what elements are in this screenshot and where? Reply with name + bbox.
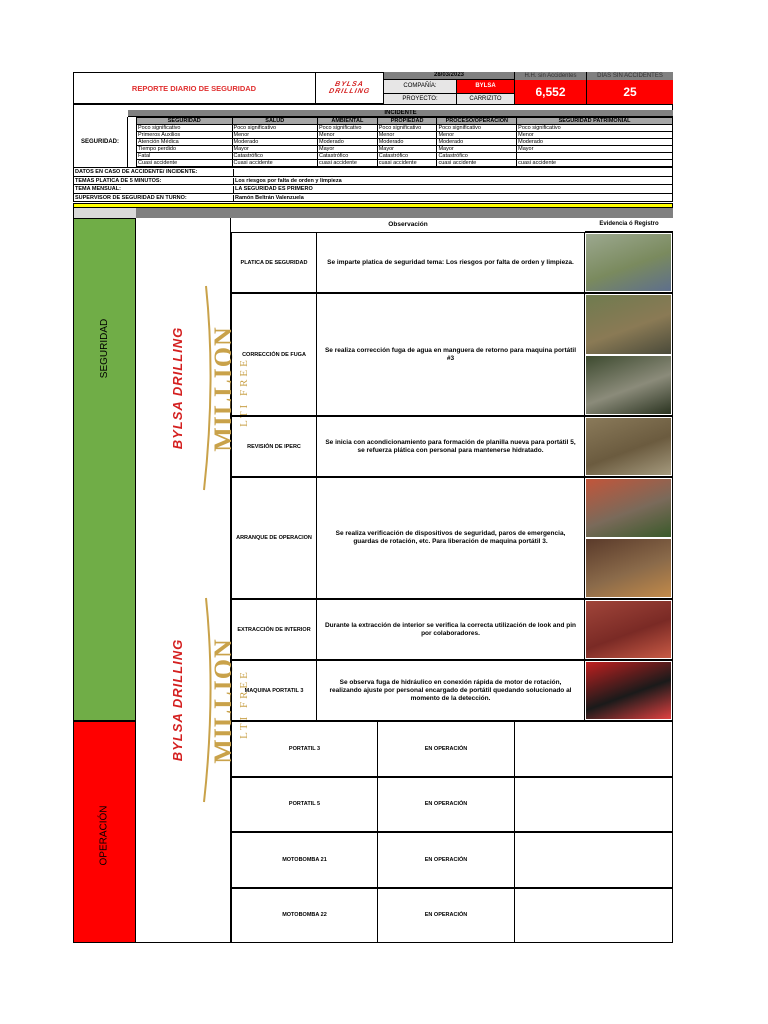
million-brand-2: BYLSA DRILLING [170, 638, 185, 762]
incident-cell: Catastrófico [437, 153, 517, 160]
operation-notes [515, 832, 673, 888]
observation-text: Durante la extracción de interior se verifica la correcta utilización de look and pin por colaboradores. [316, 599, 585, 660]
incident-cell: Mayor [232, 146, 317, 153]
incident-col-header: SALUD [232, 118, 317, 125]
company-value: BYLSA [456, 80, 514, 94]
incident-row [137, 139, 673, 146]
operation-status: EN OPERACIÓN [378, 777, 515, 833]
incident-cell: Mayor [317, 146, 377, 153]
operation-equipment: MOTOBOMBA 22 [231, 888, 378, 944]
observation-label: PLATICA DE SEGURIDAD [231, 232, 316, 293]
incident-cell: Poco significativo [232, 125, 317, 132]
incident-cell: cuasi accidente [377, 160, 437, 167]
gray-divider-right [136, 208, 673, 218]
operation-status: EN OPERACIÓN [378, 888, 515, 944]
incident-row [137, 146, 673, 153]
evidence-header: Evidencia ó Registro [585, 218, 673, 232]
incident-cell: Poco significativo [317, 125, 377, 132]
incident-cell: Catastrófico [232, 153, 317, 160]
million-logo-1 [146, 282, 250, 494]
incident-cell: Menor [317, 132, 377, 139]
evidence-photo [586, 601, 671, 658]
evidence-photo-cell [585, 232, 673, 293]
incident-cell: Atención Médica [137, 139, 233, 146]
info-value: Los riesgos por falta de orden y limpieza [233, 178, 671, 185]
incident-row-label: SEGURIDAD: [73, 117, 128, 168]
seguridad-label-wrap [73, 218, 136, 478]
incident-body [137, 125, 673, 167]
incident-cell: Cuasi accidente [137, 160, 233, 167]
incident-cell: Fatal [137, 153, 233, 160]
operation-notes [515, 721, 673, 777]
incident-cell: Menor [517, 132, 673, 139]
incident-cell: cuasi accidente [317, 160, 377, 167]
evidence-photo-cell [585, 477, 673, 599]
incident-cell: Poco significativo [377, 125, 437, 132]
days-label: DÍAS SIN ACCIDENTES [586, 72, 673, 80]
incident-cell: Mayor [437, 146, 517, 153]
observation-label: EXTRACCIÓN DE INTERIOR [231, 599, 316, 660]
info-value: Ramón Beltrán Valenzuela [233, 195, 671, 202]
evidence-photo-cell [585, 416, 673, 477]
observation-text: Se realiza verificación de dispositivos de seguridad, paros de emergencia, guardas de rotación, etc. Para liberación de maquina portátil 3. [316, 477, 585, 599]
logo-line2: DRILLING [328, 88, 371, 95]
incident-header-row [137, 118, 673, 125]
operacion-label: OPERACIÓN [98, 804, 110, 866]
observation-label: MAQUINA PORTATIL 3 [231, 660, 316, 721]
incident-row [137, 132, 673, 139]
info-value: LA SEGURIDAD ES PRIMERO [233, 186, 671, 193]
incident-cell: Mayor [517, 146, 673, 153]
info-value [233, 169, 671, 176]
incident-cell: Menor [437, 132, 517, 139]
operation-equipment: PORTATIL 5 [231, 777, 378, 833]
company-label: COMPAÑÍA: [384, 80, 456, 94]
no-accidents-value: 6,552 [514, 80, 586, 104]
incident-row [137, 160, 673, 167]
evidence-photo-cell [585, 660, 673, 721]
incident-col-header: AMBIENTAL [317, 118, 377, 125]
days-value: 25 [586, 80, 673, 104]
incident-cell: Mayor [377, 146, 437, 153]
million-small-2: LTI FREE [238, 669, 250, 739]
incident-cell: cuasi accidente [517, 160, 673, 167]
evidence-photo [586, 418, 671, 475]
info-label: TEMAS PLATICA DE 5 MINUTOS: [75, 177, 162, 184]
incident-cell: Catastrófico [377, 153, 437, 160]
info-label: SUPERVISOR DE SEGURIDAD EN TURNO: [75, 194, 187, 201]
incident-cell: Moderado [377, 139, 437, 146]
observation-text: Se inicia con acondicionamiento para formación de planilla nueva para portátil 5, se refuerza plática con personal para mantenerse hidratado. [316, 416, 585, 477]
observation-label: ARRANQUE DE OPERACION [231, 477, 316, 599]
info-row [73, 194, 673, 203]
evidence-photo-cell [585, 293, 673, 416]
info-row [73, 168, 673, 177]
incident-col-header: PROCESO/OPERACIÓN [437, 118, 517, 125]
incident-table [136, 117, 673, 167]
incident-cell: cuasi accidente [437, 160, 517, 167]
million-big-2: MILLION [209, 638, 238, 764]
incident-cell: Menor [232, 132, 317, 139]
observation-text: Se realiza corrección fuga de agua en manguera de retorno para maquina portátil #3 [316, 293, 585, 416]
report-date: 28/03/2023 [384, 72, 514, 80]
operation-status: EN OPERACIÓN [378, 721, 515, 777]
evidence-photo [586, 295, 671, 354]
incident-cell: Poco significativo [517, 125, 673, 132]
report-title: REPORTE DIARIO DE SEGURIDAD [73, 72, 316, 104]
info-label: DATOS EN CASO DE ACCIDENTE/ INCIDENTE: [75, 169, 198, 175]
incident-cell: Poco significativo [437, 125, 517, 132]
project-value: CARRIZITO [456, 94, 514, 104]
observation-text: Se observa fuga de hidráulico en conexión rápida de motor de rotación, realizando ajuste por personal encargado de portátil quedando solucionado al momento de la detección. [316, 660, 585, 721]
company-logo [316, 72, 384, 104]
incident-cell: Cuasi accidente [232, 160, 317, 167]
no-accidents-label: H.H. sin Accidentes [514, 72, 586, 80]
observation-label: REVISIÓN DE IPERC [231, 416, 316, 477]
incident-row [137, 125, 673, 132]
evidence-photo [586, 234, 671, 291]
incident-title: INCIDENTE [384, 110, 417, 116]
incident-cell: Moderado [232, 139, 317, 146]
observation-label: CORRECCIÓN DE FUGA [231, 293, 316, 416]
info-row [73, 185, 673, 194]
incident-cell: Menor [377, 132, 437, 139]
operation-equipment: PORTATIL 3 [231, 721, 378, 777]
evidence-photo [586, 662, 671, 719]
incident-cell: Catastrófico [317, 153, 377, 160]
incident-row [137, 153, 673, 160]
info-label: TEMA MENSUAL: [75, 186, 121, 192]
incident-cell: Tiempo perdido [137, 146, 233, 153]
million-brand-1: BYLSA DRILLING [170, 326, 185, 450]
incident-col-header: PROPIEDAD [377, 118, 437, 125]
operation-equipment: MOTOBOMBA 21 [231, 832, 378, 888]
incident-cell [517, 153, 673, 160]
incident-col-header: SEGURIDAD PATRIMONIAL [517, 118, 673, 125]
incident-col-header: SEGURIDAD [137, 118, 233, 125]
evidence-photo [586, 479, 671, 537]
operation-notes [515, 777, 673, 833]
logo-line1: BYLSA [334, 81, 365, 88]
million-small-1: LTI FREE [238, 357, 250, 427]
incident-cell: Moderado [517, 139, 673, 146]
observation-header: Observación [388, 220, 428, 228]
million-logo-2 [146, 594, 250, 806]
observation-text: Se imparte platica de seguridad tema: Los riesgos por falta de orden y limpieza. [316, 232, 585, 293]
incident-cell: Moderado [317, 139, 377, 146]
incident-cell: Moderado [437, 139, 517, 146]
evidence-photo [586, 356, 671, 415]
million-big-1: MILLION [209, 326, 238, 452]
evidence-photo [586, 539, 671, 597]
incident-cell: Poco significativo [137, 125, 233, 132]
operacion-label-wrap [73, 760, 136, 910]
operation-status: EN OPERACIÓN [378, 832, 515, 888]
info-row [73, 177, 673, 186]
project-label: PROYECTO: [384, 94, 456, 104]
seguridad-label: SEGURIDAD [98, 318, 110, 378]
incident-cell: Primeros Auxilios [137, 132, 233, 139]
evidence-photo-cell [585, 599, 673, 660]
operation-notes [515, 888, 673, 944]
